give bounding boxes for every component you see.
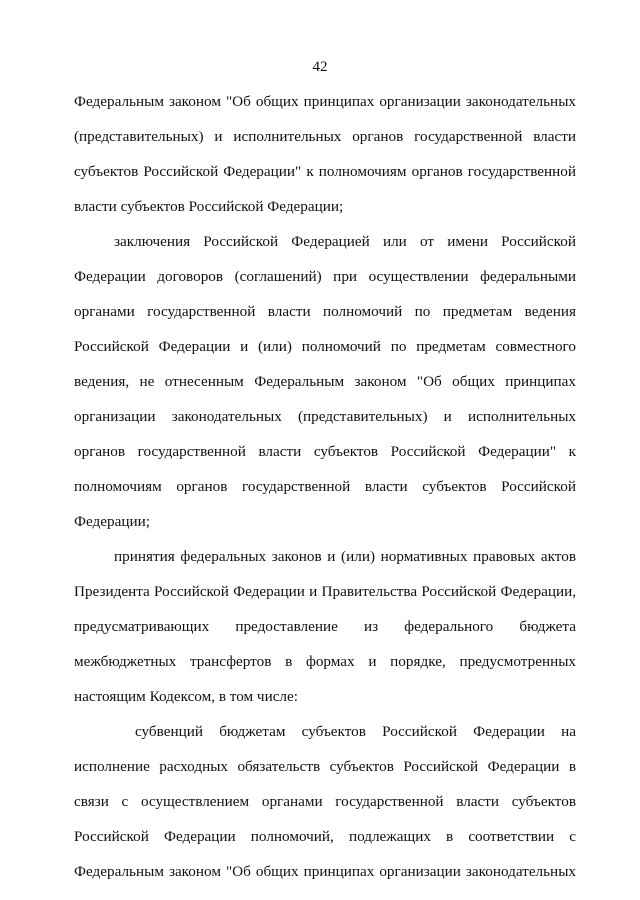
page-number: 42	[312, 59, 328, 75]
text-line: настоящим Кодексом, в том числе:	[74, 688, 298, 705]
text-line: заключения Российской Федерацией или от имени Российской	[114, 233, 576, 250]
text-line: организации законодательных (представительных) и исполнительных	[74, 408, 576, 425]
text-line: принятия федеральных законов и (или) нормативных правовых актов	[114, 548, 576, 565]
text-line: органов государственной власти субъектов Российской Федерации" к	[74, 443, 576, 460]
text-line: полномочиям органов государственной власти субъектов Российской	[74, 478, 576, 495]
text-line: субъектов Российской Федерации" к полномочиям органов государственной	[74, 163, 576, 180]
text-line: Федерации договоров (соглашений) при осуществлении федеральными	[74, 268, 576, 285]
text-line: Российской Федерации полномочий, подлежащих в соответствии с	[74, 828, 576, 845]
text-line: предусматривающих предоставление из федерального бюджета	[74, 618, 576, 635]
text-line: Федерации;	[74, 513, 150, 530]
text-line: межбюджетных трансфертов в формах и порядке, предусмотренных	[74, 653, 576, 670]
text-line: (представительных) и исполнительных органов государственной власти	[74, 128, 576, 145]
text-line: власти субъектов Российской Федерации;	[74, 198, 344, 215]
text-line: органами государственной власти полномочий по предметам ведения	[74, 303, 576, 320]
text-line: Федеральным законом "Об общих принципах организации законодательных	[74, 863, 576, 880]
text-line: ведения, не отнесенным Федеральным законом "Об общих принципах	[74, 373, 576, 390]
text-line: Федеральным законом "Об общих принципах организации законодательных	[74, 93, 576, 110]
text-line: связи с осуществлением органами государственной власти субъектов	[74, 793, 576, 810]
text-line: исполнение расходных обязательств субъектов Российской Федерации в	[74, 758, 576, 775]
text-line: Российской Федерации и (или) полномочий по предметам совместного	[74, 338, 576, 355]
text-line: субвенций бюджетам субъектов Российской Федерации на	[135, 723, 576, 740]
text-line: Президента Российской Федерации и Правительства Российской Федерации,	[74, 583, 576, 600]
